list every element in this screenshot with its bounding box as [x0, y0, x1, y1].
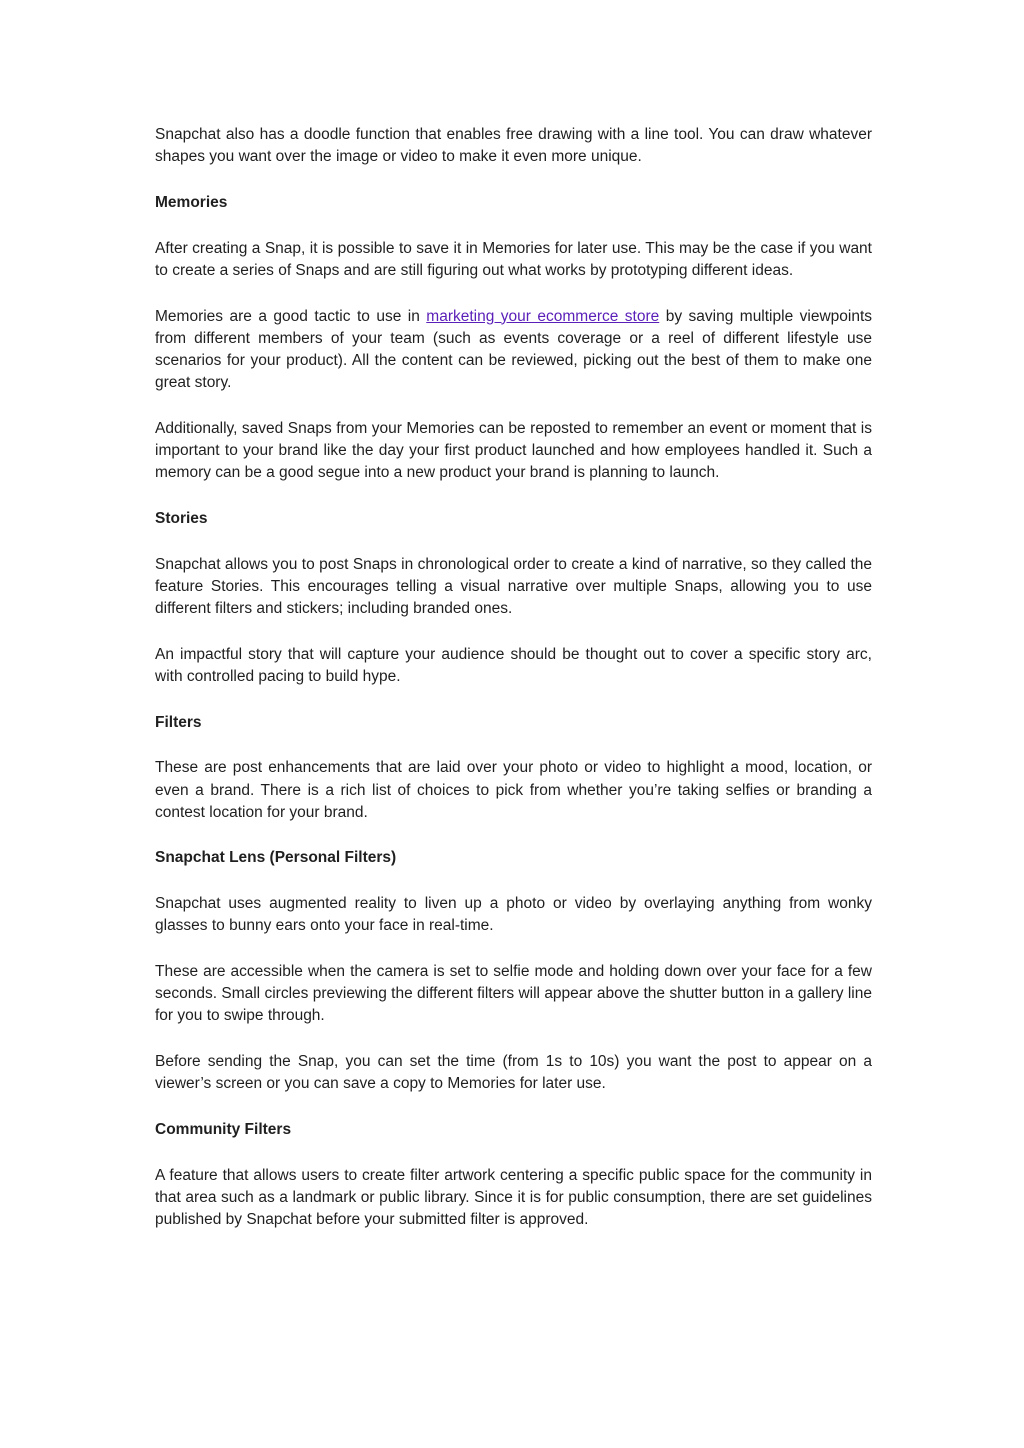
paragraph-memories-intro: After creating a Snap, it is possible to save it in Memories for later use. This may be the case if you want to create a series of Snaps and are still figuring out what works by prototyping different ideas.: [155, 239, 872, 279]
heading-stories: Stories: [155, 509, 208, 527]
heading-snapchat-lens: Snapchat Lens (Personal Filters): [155, 849, 397, 867]
paragraph-lens-access: These are accessible when the camera is set to selfie mode and holding down over your face for a few seconds. Small circles previewing the different filters will appear above the shutter button in a gallery line for you to swipe through.: [155, 963, 872, 1025]
paragraph-text-before-link: Memories are a good tactic to use in: [155, 307, 427, 325]
paragraph-memories-tactic: [155, 306, 872, 395]
paragraph-lens-ar: Snapchat uses augmented reality to liven up a photo or video by overlaying anything from wonky glasses to bunny ears onto your face in real-time.: [155, 895, 872, 935]
document-body: [155, 124, 872, 1255]
paragraph-filters: These are post enhancements that are laid over your photo or video to highlight a mood, location, or even a brand. There is a rich list of choices to pick from whether you’re taking selfies or branding a contest location for your brand.: [155, 759, 872, 821]
paragraph-text-after-link: by saving multiple viewpoints from different members of your team (such as events coverage or a reel of different lifestyle use scenarios for your product). All the content can be reviewed, picking out the best of them to make one great story.: [155, 307, 873, 392]
paragraph-stories-intro: Snapchat allows you to post Snaps in chronological order to create a kind of narrative, so they called the feature Stories. This encourages telling a visual narrative over multiple Snaps, allowing you to use different filters and stickers; including branded ones.: [155, 555, 872, 618]
heading-community-filters: Community Filters: [155, 1121, 292, 1139]
paragraph-stories-arc: An impactful story that will capture your audience should be thought out to cover a specific story arc, with controlled pacing to build hype.: [155, 645, 872, 685]
paragraph-memories-repost: Additionally, saved Snaps from your Memories can be reposted to remember an event or moment that is important to your brand like the day your first product launched and how employees handled it. Such a memory can be a good segue into a new product your brand is planning to launch.: [155, 419, 872, 482]
marketing-ecommerce-link[interactable]: marketing your ecommerce store: [426, 307, 660, 325]
heading-filters: Filters: [155, 713, 202, 731]
heading-memories: Memories: [155, 193, 228, 211]
paragraph-lens-timing: Before sending the Snap, you can set the time (from 1s to 10s) you want the post to appear on a viewer’s screen or you can save a copy to Memories for later use.: [155, 1053, 872, 1093]
paragraph-community-filters: A feature that allows users to create filter artwork centering a specific public space for the community in that area such as a landmark or public library. Since it is for public consumption, there are set guidelines published by Snapchat before your submitted filter is approved.: [155, 1166, 872, 1229]
paragraph-doodle: Snapchat also has a doodle function that enables free drawing with a line tool. You can draw whatever shapes you want over the image or video to make it even more unique.: [155, 126, 872, 166]
